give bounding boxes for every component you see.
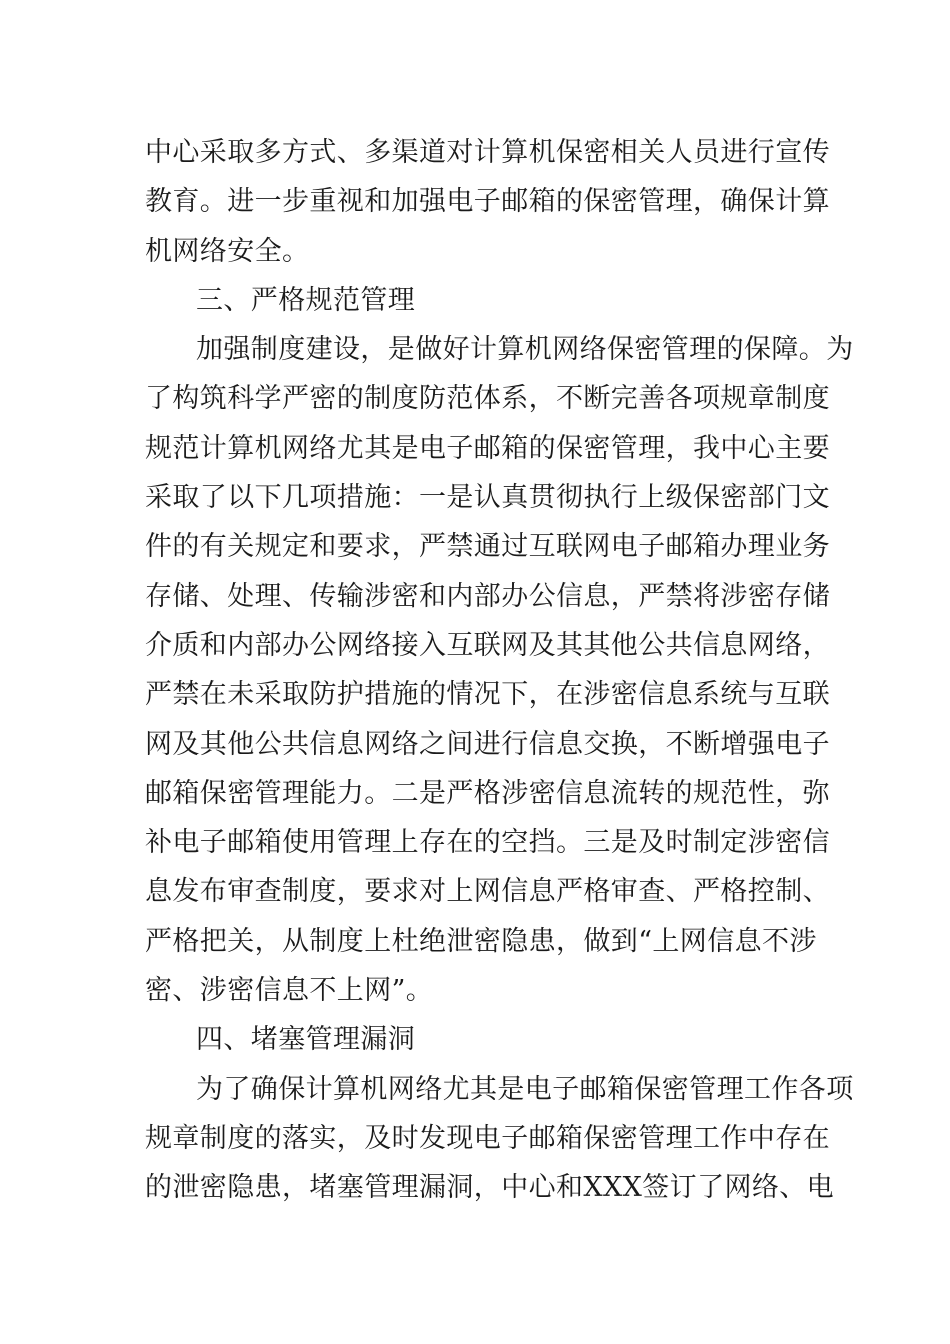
text-line: 件的有关规定和要求，严禁通过互联网电子邮箱办理业务 — [145, 531, 830, 563]
section-heading: 三、严格规范管理 — [196, 284, 416, 316]
text-line: 补电子邮箱使用管理上存在的空挡。三是及时制定涉密信 — [145, 827, 830, 859]
text-line: 邮箱保密管理能力。二是严格涉密信息流转的规范性，弥 — [145, 777, 830, 809]
text-line: 网及其他公共信息网络之间进行信息交换，不断增强电子 — [145, 728, 830, 760]
text-line: 教育。进一步重视和加强电子邮箱的保密管理，确保计算 — [145, 186, 830, 218]
text-line: 为了确保计算机网络尤其是电子邮箱保密管理工作各项 — [196, 1073, 854, 1105]
text-line: 密、涉密信息不上网”。 — [145, 975, 434, 1007]
text-line: 严禁在未采取防护措施的情况下，在涉密信息系统与互联 — [145, 679, 830, 711]
text-line: 息发布审查制度，要求对上网信息严格审查、严格控制、 — [145, 876, 830, 908]
text-line: 机网络安全。 — [145, 235, 310, 267]
section-heading: 四、堵塞管理漏洞 — [196, 1024, 416, 1056]
text-line: 加强制度建设，是做好计算机网络保密管理的保障。为 — [196, 334, 854, 366]
text-line: 采取了以下几项措施：一是认真贯彻执行上级保密部门文 — [145, 482, 830, 514]
body-text — [145, 128, 854, 1213]
text-line: 的泄密隐患，堵塞管理漏洞，中心和XXX签订了网络、电 — [145, 1172, 835, 1204]
text-line: 存储、处理、传输涉密和内部办公信息，严禁将涉密存储 — [145, 580, 830, 612]
text-line: 介质和内部办公网络接入互联网及其其他公共信息网络， — [145, 629, 830, 661]
text-line: 规范计算机网络尤其是电子邮箱的保密管理，我中心主要 — [145, 432, 830, 464]
text-line: 规章制度的落实，及时发现电子邮箱保密管理工作中存在 — [145, 1122, 830, 1154]
text-line: 了构筑科学严密的制度防范体系，不断完善各项规章制度 — [145, 383, 830, 415]
text-line: 严格把关，从制度上杜绝泄密隐患，做到“上网信息不涉 — [145, 925, 817, 957]
text-line: 中心采取多方式、多渠道对计算机保密相关人员进行宣传 — [145, 137, 830, 168]
